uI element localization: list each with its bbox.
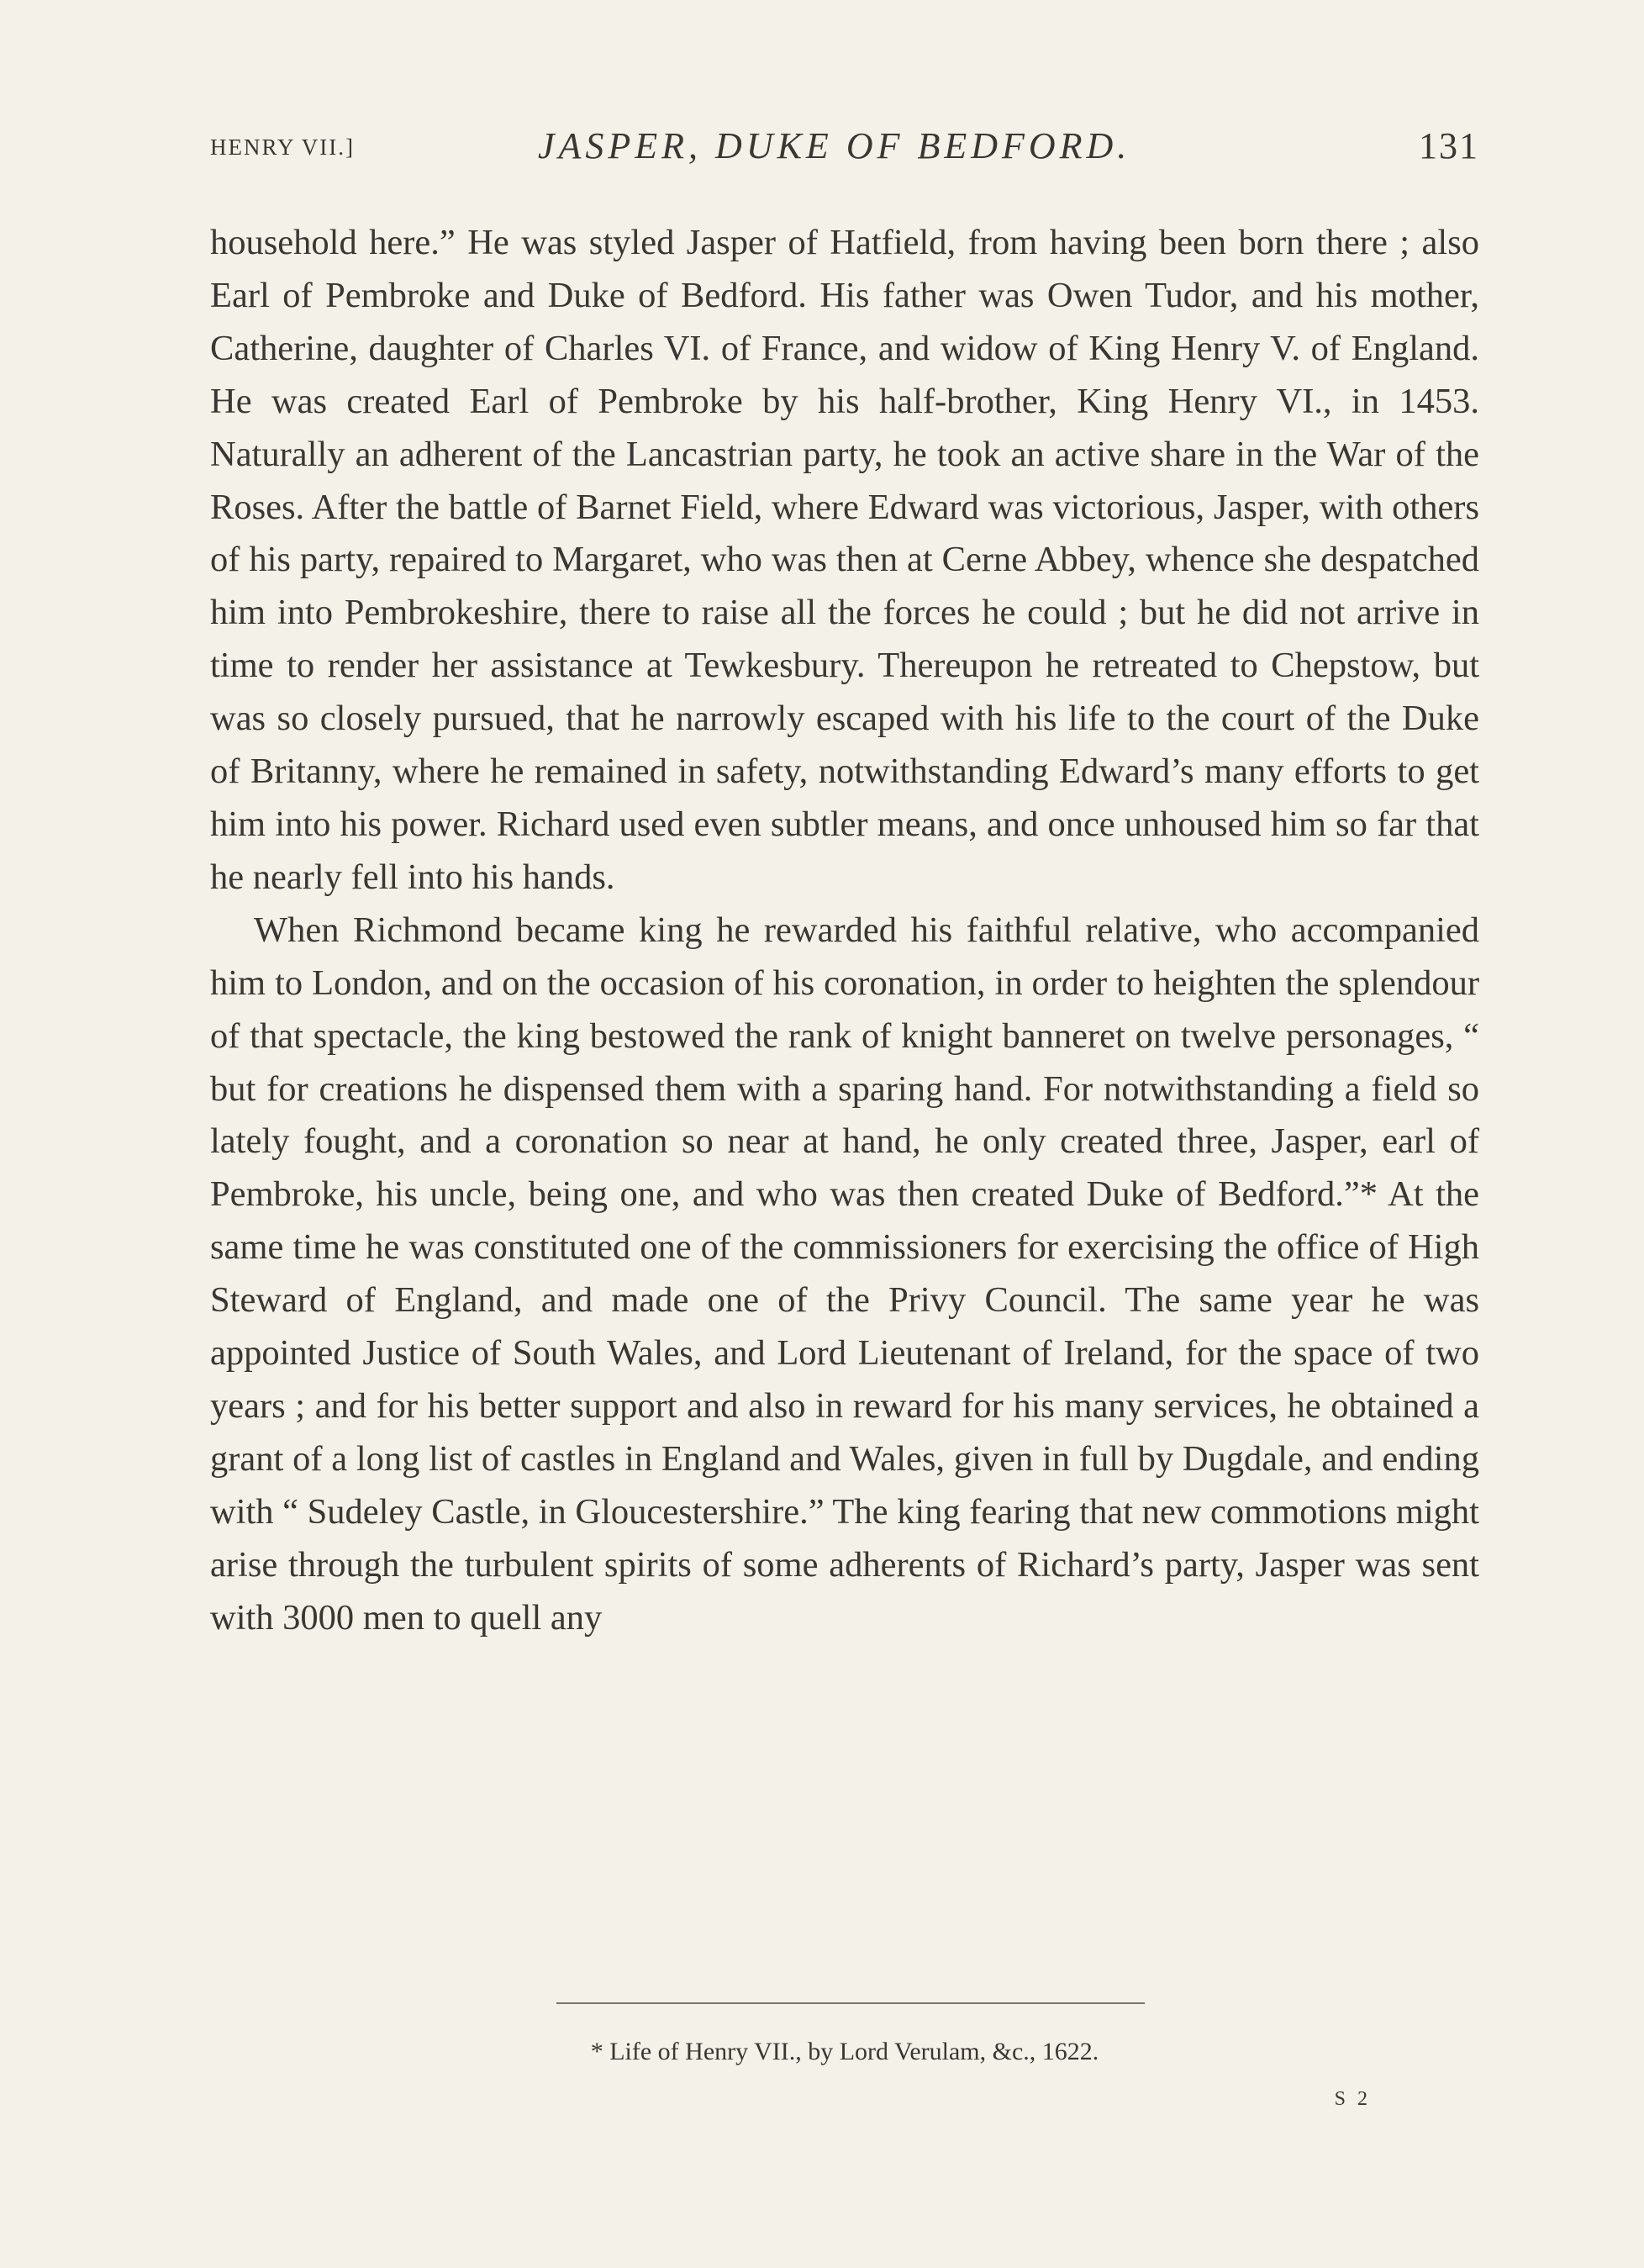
running-head-title: JASPER, DUKE OF BEDFORD. <box>538 125 1131 166</box>
signature-mark: S 2 <box>1334 2088 1371 2110</box>
running-head-section: HENRY VII.] <box>210 134 355 160</box>
body-text <box>210 217 1479 1644</box>
running-head <box>210 124 1479 183</box>
paragraph-1: household here.” He was styled Jasper of Hatfield, from having been born there ; also Earl of Pembroke and Duke of Bedford. His father was Owen Tudor, and his mother, Catherine, daughter of Charles VI. of France, and widow of King Henry V. of England. He was created Earl of Pembroke by his half-brother, King Henry VI., in 1453. Naturally an adherent of the Lancastrian party, he took an active share in the War of the Roses. After the battle of Barnet Field, where Edward was victorious, Jasper, with others of his party, repaired to Margaret, who was then at Cerne Abbey, whence she despatched him into Pembrokeshire, there to raise all the forces he could ; but he did not arrive in time to render her assistance at Tewkesbury. Thereupon he retreated to Chepstow, but was so closely pursued, that he narrowly escaped with his life to the court of the Duke of Britanny, where he remained in safety, notwithstanding Edward’s many efforts to get him into his power. Richard used even subtler means, and once unhoused him so far that he nearly fell into his hands. <box>210 223 1479 897</box>
paragraph-2: When Richmond became king he rewarded his faithful relative, who accompanied him to London, and on the occasion of his coronation, in order to heighten the splendour of that spectacle, the king bestowed the rank of knight banneret on twelve personages, “ but for creations he dispensed them with a sparing hand. For notwithstanding a field so lately fought, and a coronation so near at hand, he only created three, Jasper, earl of Pembroke, his uncle, being one, and who was then created Duke of Bedford.”* At the same time he was constituted one of the commissioners for exercising the office of High Steward of England, and made one of the Privy Council. The same year he was appointed Justice of South Wales, and Lord Lieutenant of Ireland, for the space of two years ; and for his better support and also in reward for his many services, he obtained a grant of a long list of castles in England and Wales, given in full by Dugdale, and ending with “ Sudeley Castle, in Gloucestershire.” The king fearing that new commotions might arise through the turbulent spirits of some adherents of Richard’s party, Jasper was sent with 3000 men to quell any <box>210 910 1479 1638</box>
page-number: 131 <box>1419 125 1479 166</box>
footnote: * Life of Henry VII., by Lord Verulam, &c., 1622. <box>590 2038 1099 2065</box>
footnote-rule <box>556 2002 1145 2004</box>
